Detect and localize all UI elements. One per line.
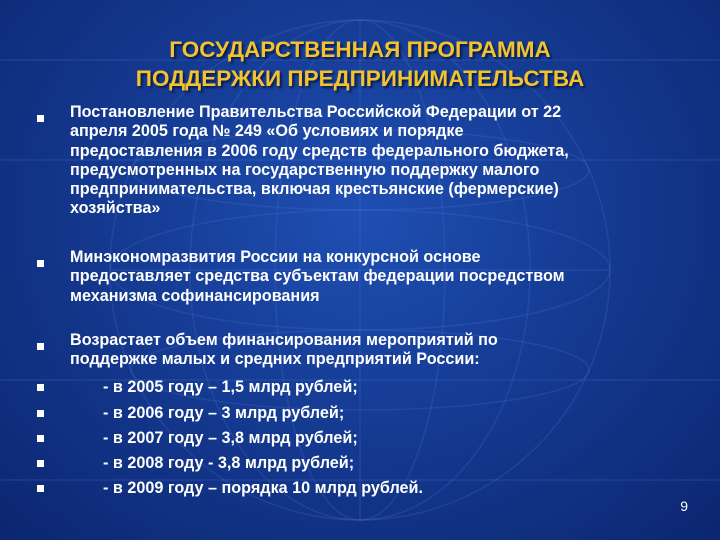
bullet-line: Возрастает объем финансирования мероприятий по [70,331,498,349]
square-bullet-icon [37,410,44,417]
bullet-line: хозяйства» [70,199,161,218]
square-bullet-icon [37,260,44,267]
slide-title-line-1: ГОСУДАРСТВЕННАЯ ПРОГРАММА [169,37,551,62]
bullet-line: поддержке малых и средних предприятий России: [70,350,480,369]
bullet-line: Постановление Правительства Российской Федерации от 22 [70,103,562,121]
bullet-line: предоставляет средства субъектам федерации посредством [70,267,565,286]
square-bullet-icon [37,384,44,391]
square-bullet-icon [37,343,44,350]
bullet-line: предусмотренных на государственную поддержку малого [70,160,540,179]
funding-item-2005: - в 2005 году – 1,5 млрд рублей; [103,378,358,396]
page-number: 9 [680,498,688,514]
funding-item-2009: - в 2009 году – порядка 10 млрд рублей. [103,479,423,497]
square-bullet-icon [37,485,44,492]
funding-item-2008: - в 2008 году - 3,8 млрд рублей; [103,454,355,472]
square-bullet-icon [37,115,44,122]
bullet-paragraph-resolution [70,103,690,219]
bullet-line: предоставления в 2006 году средств федерального бюджета, [70,141,569,160]
square-bullet-icon [37,435,44,442]
bullet-line: предпринимательства, включая крестьянские (фермерские) [70,180,559,199]
slide-title-line-2: ПОДДЕРЖКИ ПРЕДПРИНИМАТЕЛЬСТВА [135,66,585,91]
square-bullet-icon [37,460,44,467]
funding-item-2006: - в 2006 году – 3 млрд рублей; [103,404,345,422]
bullet-line: механизма софинансирования [70,286,320,305]
bullet-paragraph-funding [70,331,690,370]
bullet-paragraph-ministry [70,248,690,306]
bullet-line: апреля 2005 года № 249 «Об условиях и порядке [70,122,464,141]
funding-item-2007: - в 2007 году – 3,8 млрд рублей; [103,429,358,447]
bullet-line: Минэкономразвития России на конкурсной основе [70,248,481,266]
